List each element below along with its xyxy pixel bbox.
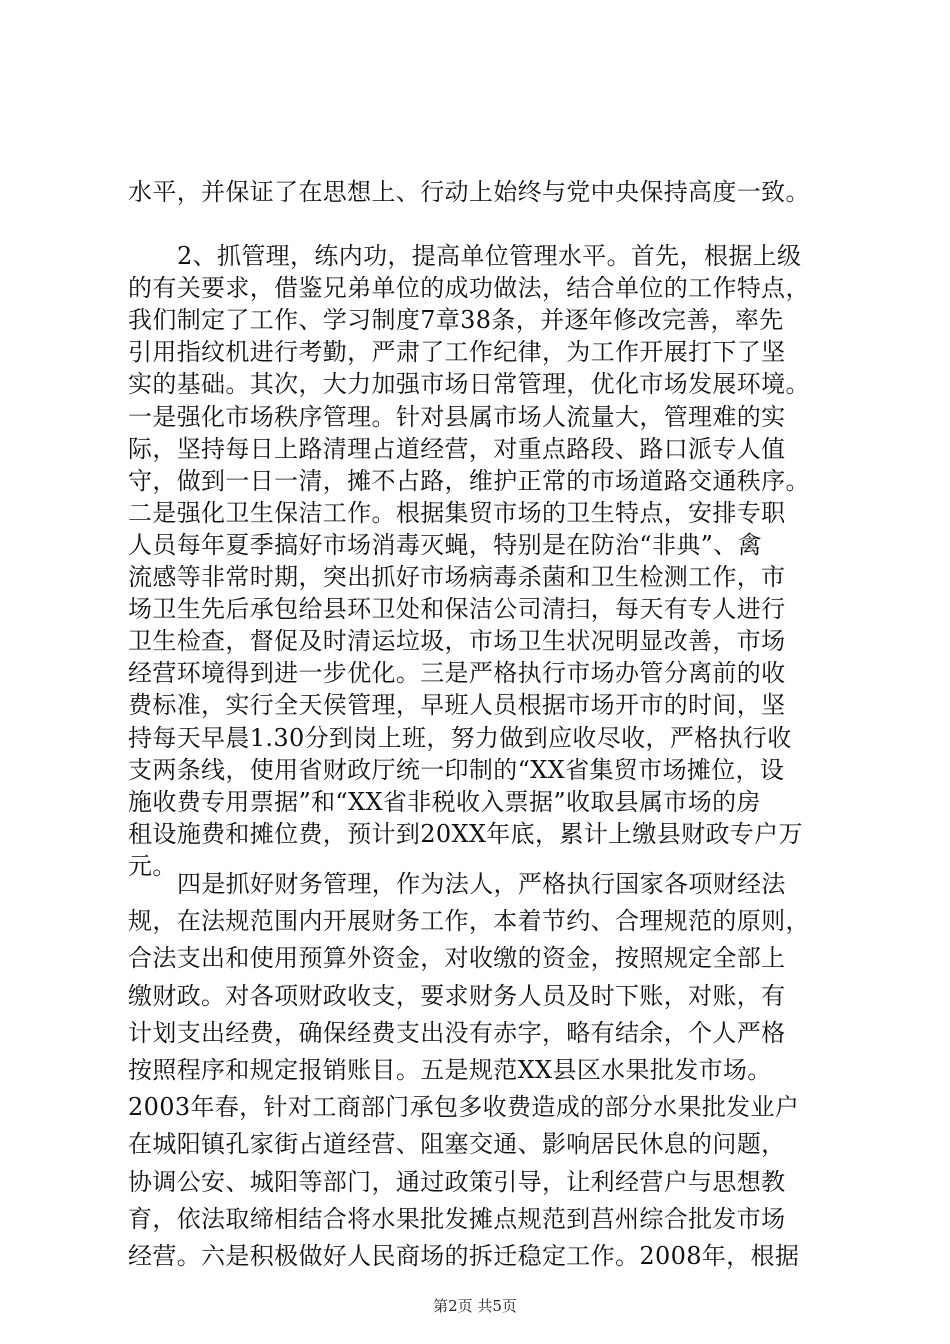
paragraph-3-line: 育，依法取缔相结合将水果批发摊点规范到莒州综合批发市场: [128, 1205, 786, 1233]
paragraph-2-line: 实的基础。其次，大力加强市场日常管理，优化市场发展环境。: [128, 370, 810, 398]
paragraph-3-line: 协调公安、城阳等部门，通过政策引导，让利经营户与思想教: [128, 1168, 786, 1196]
paragraph-2-line: 引用指纹机进行考勤，严肃了工作纪律，为工作开展打下了坚: [128, 338, 786, 366]
paragraph-3-line: 缴财政。对各项财政收支，要求财务人员及时下账，对账，有: [128, 982, 786, 1010]
paragraph-2-line: 二是强化卫生保洁工作。根据集贸市场的卫生特点，安排专职: [128, 499, 786, 527]
paragraph-3-line: 计划支出经费，确保经费支出没有赤字，略有结余，个人严格: [128, 1019, 786, 1047]
paragraph-2-line: 卫生检查，督促及时清运垃圾，市场卫生状况明显改善，市场: [128, 627, 786, 655]
paragraph-3-line: 四是抓好财务管理，作为法人，严格执行国家各项财经法: [177, 870, 786, 898]
paragraph-2-line: 支两条线，使用省财政厅统一印制的“XX省集贸市场摊位，设: [128, 756, 785, 784]
opening-line: 水平，并保证了在思想上、行动上始终与党中央保持高度一致。: [128, 178, 810, 206]
paragraph-3-line: 规，在法规范围内开展财务工作，本着节约、合理规范的原则，: [128, 907, 810, 935]
paragraph-2-line: 经营环境得到进一步优化。三是严格执行市场办管分离前的收: [128, 659, 786, 687]
paragraph-3-line: 经营。六是积极做好人民商场的拆迁稳定工作。2008年，根据: [128, 1242, 800, 1270]
paragraph-2-line: 人员每年夏季搞好市场消毒灭蝇，特别是在防治“非典”、禽: [128, 531, 762, 559]
paragraph-3-line: 按照程序和规定报销账目。五是规范XX县区水果批发市场。: [128, 1056, 772, 1084]
paragraph-2-line: 场卫生先后承包给县环卫处和保洁公司清扫，每天有专人进行: [128, 595, 786, 623]
paragraph-3-line: 2003年春，针对工商部门承包多收费造成的部分水果批发业户: [128, 1093, 800, 1121]
paragraph-3-line: 在城阳镇孔家街占道经营、阻塞交通、影响居民休息的问题，: [128, 1130, 786, 1158]
page-footer: 第2页 共5页: [433, 1297, 517, 1315]
paragraph-2-line: 流感等非常时期，突出抓好市场病毒杀菌和卫生检测工作，市: [128, 563, 786, 591]
paragraph-2-line: 施收费专用票据”和“XX省非税收入票据”收取县属市场的房: [128, 788, 761, 816]
paragraph-2-line: 的有关要求，借鉴兄弟单位的成功做法，结合单位的工作特点，: [128, 274, 810, 302]
paragraph-2-line: 租设施费和摊位费，预计到20XX年底，累计上缴县财政专户万: [128, 820, 803, 848]
paragraph-2-line: 我们制定了工作、学习制度7章38条，并逐年修改完善，率先: [128, 306, 784, 334]
paragraph-2-line: 一是强化市场秩序管理。针对县属市场人流量大，管理难的实: [128, 403, 786, 431]
paragraph-2-line: 持每天早晨1.30分到岗上班，努力做到应收尽收，严格执行收: [128, 724, 792, 752]
paragraph-2-line: 2、抓管理，练内功，提高单位管理水平。首先，根据上级: [177, 242, 802, 270]
paragraph-2-line: 费标准，实行全天侯管理，早班人员根据市场开市的时间，坚: [128, 691, 786, 719]
paragraph-2-line: 际，坚持每日上路清理占道经营，对重点路段、路口派专人值: [128, 435, 786, 463]
paragraph-3-line: 合法支出和使用预算外资金，对收缴的资金，按照规定全部上: [128, 944, 786, 972]
paragraph-2-line: 元。: [128, 852, 177, 880]
paragraph-2-line: 守，做到一日一清，摊不占路，维护正常的市场道路交通秩序。: [128, 467, 810, 495]
